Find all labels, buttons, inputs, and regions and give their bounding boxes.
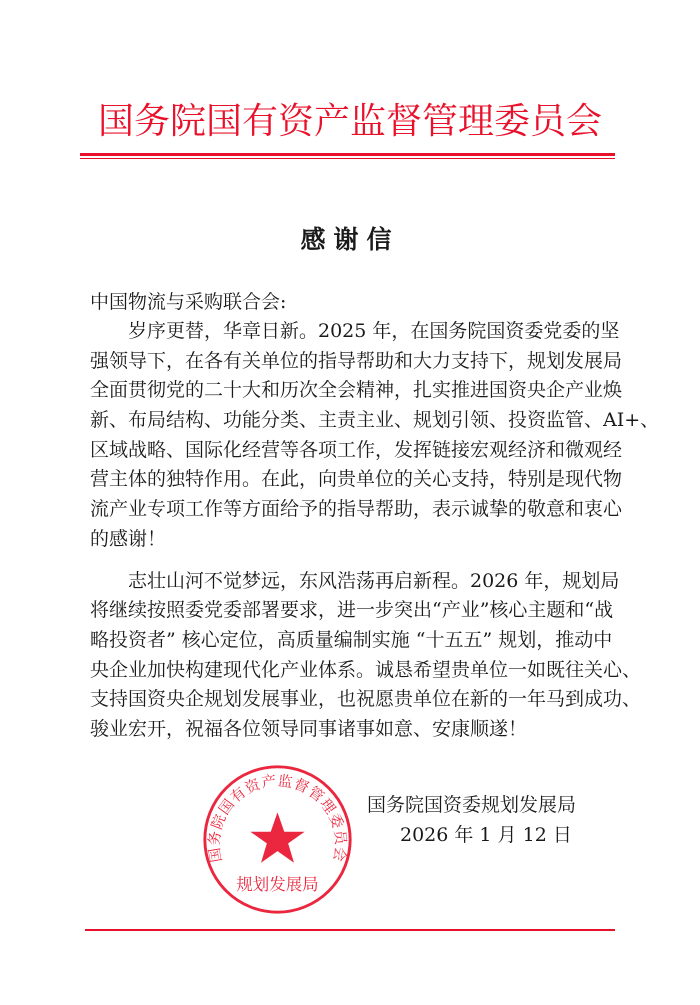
signature-org: 国务院国资委规划发展局 (366, 794, 576, 816)
letter-title: 感谢信 (300, 225, 400, 254)
paragraph-2 (90, 567, 642, 745)
seal-ring-text: 国务院国有资产监督管理委员会 (206, 773, 349, 864)
salutation: 中国物流与采购联合会: (90, 291, 287, 313)
text-line: 志壮山河不觉梦远，东风浩荡再启新程。2026 年，规划局 (128, 569, 620, 592)
masthead-org-name: 国务院国有资产监督管理委员会 (97, 101, 602, 142)
text-line: 略投资者” 核心定位，高质量编制实施 “十五五” 规划，推动中 (90, 628, 613, 651)
masthead-rule-thick (80, 153, 615, 156)
text-line: 将继续按照委党委部署要求，进一步突出“产业”核心主题和“战 (90, 599, 614, 622)
seal-star-icon (250, 812, 304, 862)
text-line: 区域战略、国际化经营等各项工作，发挥链接宏观经济和微观经 (90, 438, 623, 461)
paragraph-1 (90, 317, 660, 555)
text-line: 岁序更替，华章日新。2025 年，在国务院国资委党委的坚 (128, 320, 620, 342)
text-line: 央企业加快构建现代化产业体系。诚恳希望贵单位一如既往关心、 (90, 658, 642, 681)
text-line: 强领导下，在各有关单位的指导帮助和大力支持下，规划发展局 (90, 349, 623, 372)
seal-bottom-text: 规划发展局 (236, 874, 319, 894)
text-line: 营主体的独特作用。在此，向贵单位的关心支持，特别是现代物 (90, 468, 623, 491)
text-line: 流产业专项工作等方面给予的指导帮助，表示诚挚的敬意和衷心 (90, 498, 623, 521)
text-line: 支持国资央企规划发展事业，也祝愿贵单位在新的一年马到成功、 (90, 688, 642, 711)
text-line: 的感谢！ (90, 527, 167, 550)
text-line: 骏业宏开，祝福各位领导同事诸事如意、安康顺遂！ (90, 717, 528, 740)
letter-body (90, 287, 660, 757)
footer-rule (85, 929, 615, 931)
text-line: 全面贯彻党的二十大和历次全会精神，扎实推进国资央企产业焕 (90, 379, 623, 402)
signature-date: 2026 年 1 月 12 日 (400, 824, 572, 846)
text-line: 新、布局结构、功能分类、主责主业、规划引领、投资监管、AI+、 (90, 409, 660, 432)
official-seal (200, 762, 355, 917)
masthead-rule-thin (80, 158, 615, 159)
